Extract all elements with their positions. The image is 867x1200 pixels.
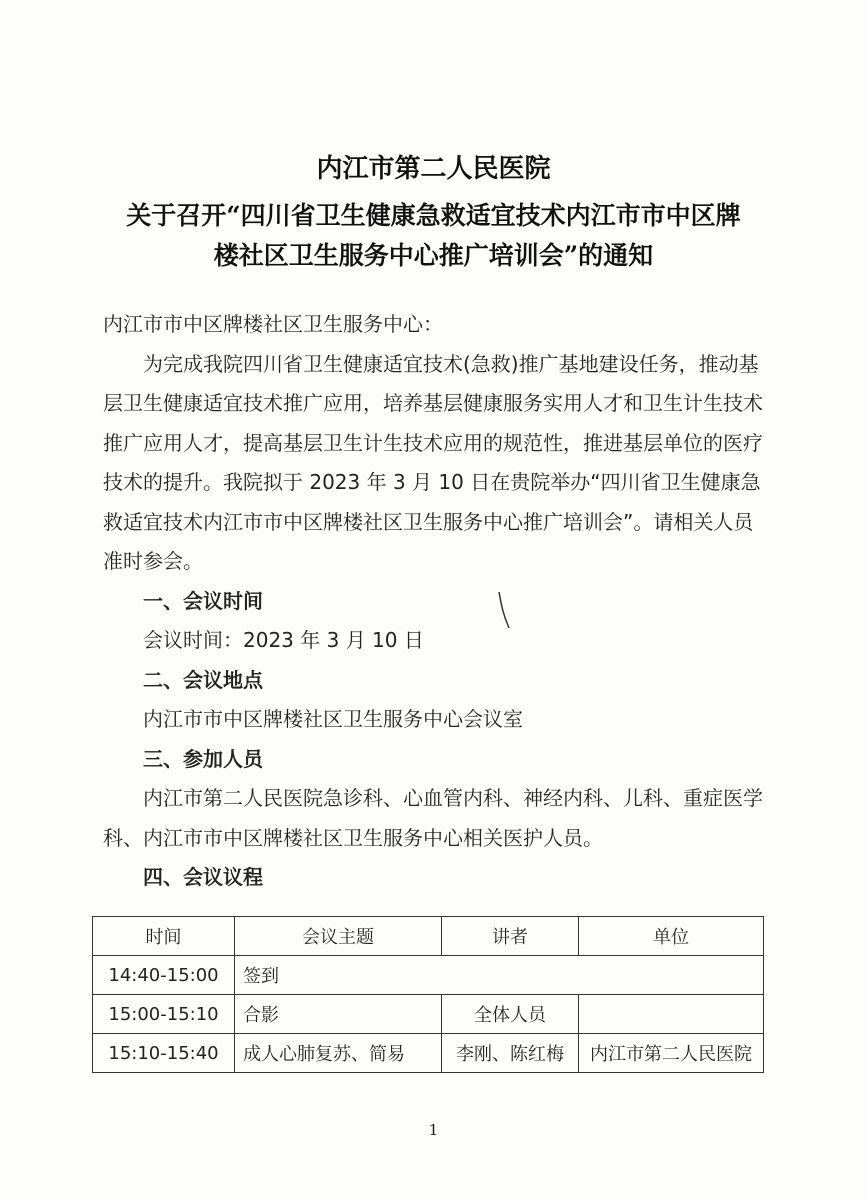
section-time-heading: 一、会议时间 [143,588,263,613]
table-row [93,956,764,995]
section-people-heading: 三、参加人员 [143,746,263,771]
section-people-text: 内江市第二人民医院急诊科、心血管内科、神经内科、儿科、重症医学科、内江市市中区牌楼社区卫生服务中心相关医护人员。 [103,786,763,850]
agenda-header-unit: 单位 [579,917,764,956]
agenda-header-row [93,917,764,956]
section-agenda-heading: 四、会议议程 [143,865,263,889]
pen-stroke-mark [497,590,511,630]
page-number: 1 [428,1121,439,1139]
section-time-text: 会议时间：2023 年 3 月 10 日 [143,628,424,652]
agenda-speaker-cell: 全体人员 [442,995,579,1034]
agenda-speaker-cell: 李刚、陈红梅 [442,1034,579,1073]
agenda-time-cell: 15:00-15:10 [93,995,235,1034]
table-row [93,995,764,1034]
document-body [103,305,763,898]
document-subtitle-line1: 关于召开“四川省卫生健康急救适宜技术内江市市中区牌 [126,201,741,230]
document-subtitle-line2: 楼社区卫生服务中心推广培训会”的通知 [213,241,654,270]
agenda-header-time: 时间 [93,917,235,956]
intro-paragraph: 为完成我院四川省卫生健康适宜技术(急救)推广基地建设任务，推动基层卫生健康适宜技术推广应用，培养基层健康服务实用人才和卫生计生技术推广应用人才，提高基层卫生计生技术应用的规范性，推进基层单位的医疗技术的提升。我院拟于 2023 年 3 月 10 日在贵院举办“四川省卫生健康急救适宜技术内江市市中区牌楼社区卫生服务中心推广培训会”。请相关人员准时参会。 [103,351,763,573]
agenda-table [92,916,764,1073]
agenda-topic-cell: 签到 [235,956,764,995]
agenda-unit-cell [579,995,764,1034]
agenda-header-topic: 会议主题 [235,917,442,956]
agenda-unit-cell: 内江市第二人民医院 [579,1034,764,1073]
section-place-text: 内江市市中区牌楼社区卫生服务中心会议室 [143,707,523,731]
agenda-header-speaker: 讲者 [442,917,579,956]
agenda-time-cell: 15:10-15:40 [93,1034,235,1073]
salutation: 内江市市中区牌楼社区卫生服务中心： [103,312,443,336]
table-row [93,1034,764,1073]
agenda-time-cell: 14:40-15:00 [93,956,235,995]
agenda-topic-cell: 合影 [235,995,442,1034]
section-place-heading: 二、会议地点 [143,667,263,692]
document-title: 内江市第二人民医院 [316,154,551,184]
agenda-topic-cell: 成人心肺复苏、简易 [235,1034,442,1073]
